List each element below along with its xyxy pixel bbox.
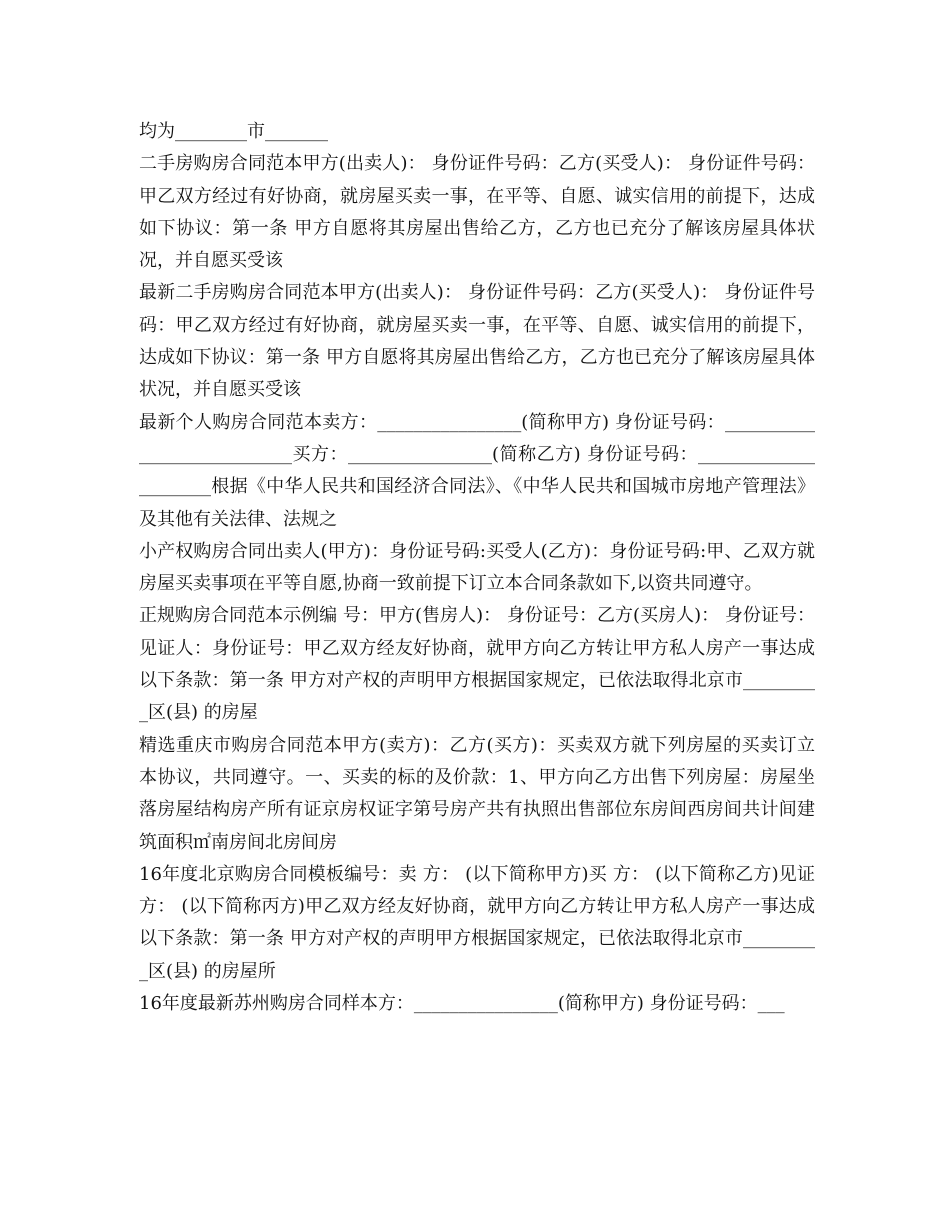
paragraph-personal-contract: 最新个人购房合同范本卖方：________________(简称甲方) 身份证号码：___________________________买方：________________(简称乙方) 身份证号码：_____________________根据《中华人民共和国经济合同法》、《中华人民共和国城市房地产管理法》及其他有关法律、法规之 bbox=[139, 411, 815, 530]
paragraph-beijing-contract-template: 16年度北京购房合同模板编号：卖 方： (以下简称甲方)买 方： (以下简称乙方)见证方： (以下简称丙方)甲乙双方经友好协商，就甲方向乙方转让甲方私人房产一事达成以下条款：第一条 甲方对产权的声明甲方根据国家规定，已依法取得北京市_________区(县) 的房屋所 bbox=[139, 863, 815, 982]
paragraph-suzhou-contract-sample: 16年度最新苏州购房合同样本方：________________(简称甲方) 身份证号码：___ bbox=[139, 993, 785, 1015]
document-body bbox=[139, 116, 815, 1020]
paragraph-latest-second-hand-contract: 最新二手房购房合同范本甲方(出卖人)： 身份证件号码：乙方(买受人)： 身份证件号码：甲乙双方经过有好协商，就房屋买卖一事，在平等、自愿、诚实信用的前提下，达成如下协议：第一条 甲方自愿将其房屋出售给乙方，乙方也已充分了解该房屋具体状况，并自愿买受该 bbox=[139, 282, 815, 401]
paragraph-second-hand-contract: 二手房购房合同范本甲方(出卖人)： 身份证件号码：乙方(买受人)： 身份证件号码：甲乙双方经过有好协商，就房屋买卖一事，在平等、自愿、诚实信用的前提下，达成如下协议：第一条 甲方自愿将其房屋出售给乙方，乙方也已充分了解该房屋具体状况，并自愿买受该 bbox=[139, 153, 815, 272]
paragraph-city-blank: 均为________市_______ bbox=[139, 121, 328, 142]
paragraph-formal-contract-example: 正规购房合同范本示例编 号：甲方(售房人)： 身份证号：乙方(买房人)： 身份证号：见证人：身份证号：甲乙双方经友好协商，就甲方向乙方转让甲方私人房产一事达成以下条款：第一条 甲方对产权的声明甲方根据国家规定，已依法取得北京市_________区(县) 的房屋 bbox=[139, 605, 815, 724]
paragraph-chongqing-contract: 精选重庆市购房合同范本甲方(卖方)：乙方(买方)：买卖双方就下列房屋的买卖订立本协议，共同遵守。一、买卖的标的及价款：1、甲方向乙方出售下列房屋：房屋坐落房屋结构房产所有证京房权证字第号房产共有执照出售部位东房间西房间共计间建筑面积㎡南房间北房间房 bbox=[139, 734, 815, 853]
paragraph-small-property-contract: 小产权购房合同出卖人(甲方)：身份证号码:买受人(乙方)：身份证号码:甲、乙双方就房屋买卖事项在平等自愿,协商一致前提下订立本合同条款如下,以资共同遵守。 bbox=[139, 540, 815, 595]
